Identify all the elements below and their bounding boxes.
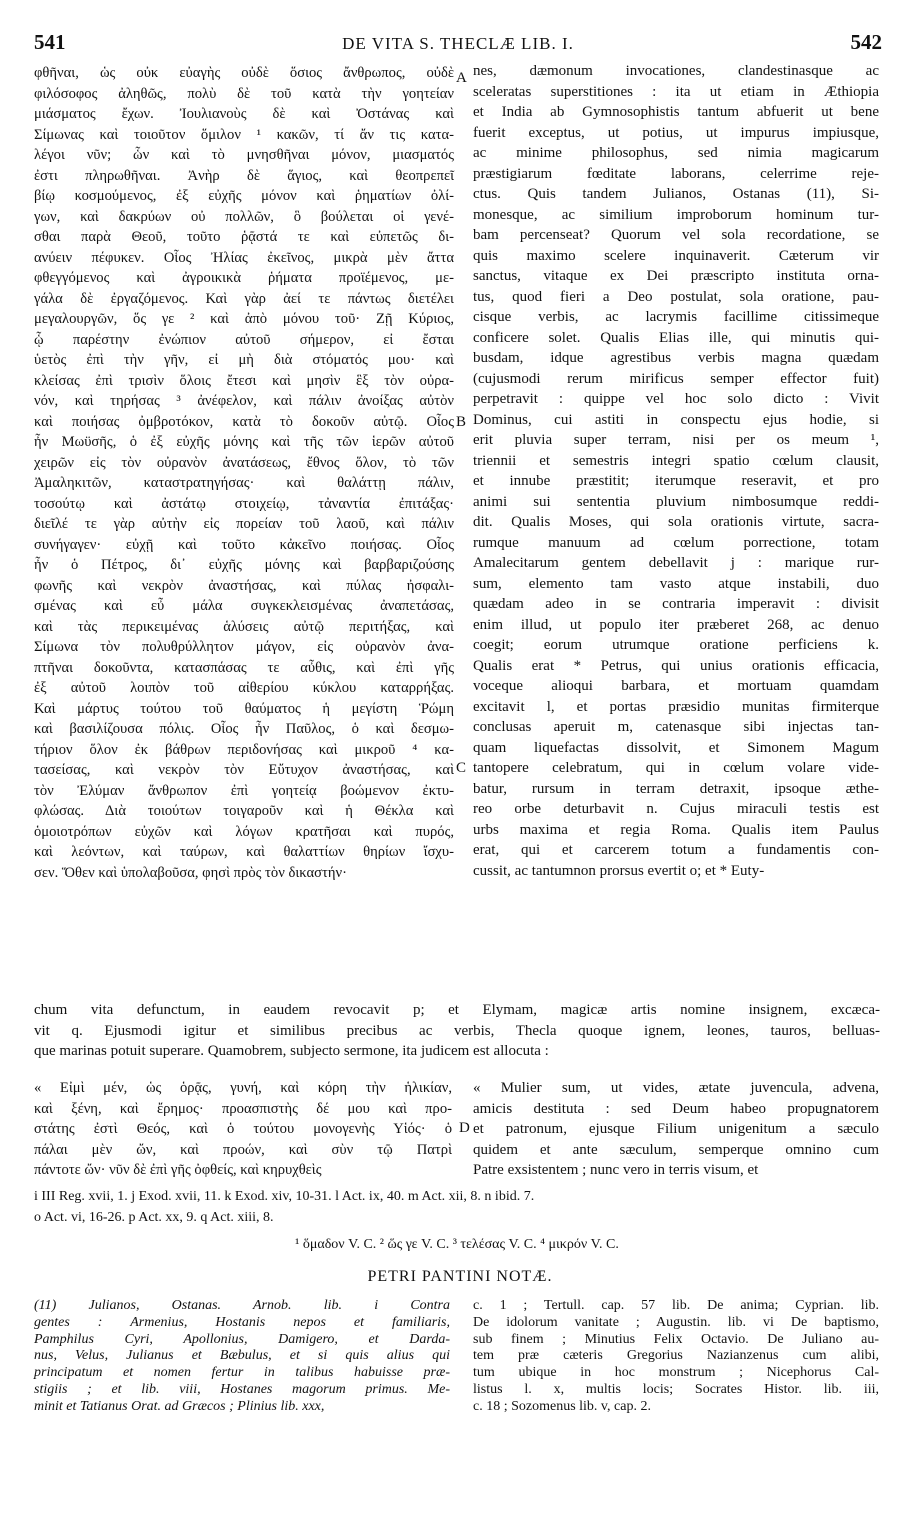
greek-text-line: νόν, καὶ τηρήσας ³ ἀνέφελον, καὶ πάλιν ἀνοίξας αὐτὸν xyxy=(34,393,454,409)
latin-text-line: quidem et ante sæculum, semperque omnino cum xyxy=(473,1141,879,1158)
greek-column-continued xyxy=(34,1078,452,1181)
note-line: Pamphilus Cyri, Apollonius, Damigero, et Darda- xyxy=(34,1331,450,1347)
greek-text-line: ᾧ παρέστην ἐνώπιον αὐτοῦ σήμερον, εἰ ἔσται xyxy=(34,331,454,348)
latin-text-line: erit pluvia super terram, nisi per os meum ¹, xyxy=(473,432,879,448)
greek-text-line: μεγαλουργῶν, ὅς γε ² καὶ ἀπὸ μόνου τοῦ· Ζῇ Κύριος, xyxy=(34,311,454,327)
greek-text-line: Σίμωνας καὶ τοιοῦτον ὅμιλον ¹ κακῶν, τί ἄν τις κατα- xyxy=(34,126,454,143)
latin-text-line: et innube præstitit; iterumque reseravit, et pro xyxy=(473,473,879,489)
latin-text-line: quis maximo scelere inquinaverit. Cæterum vir xyxy=(473,247,879,264)
margin-marker-d: D xyxy=(459,1120,470,1136)
note-line: minit et Tatianus Orat. ad Græcos ; Plinius lib. xxx, xyxy=(34,1398,325,1414)
latin-text-line: coegit; eorum utrumque oratione perficiens k. xyxy=(473,637,879,653)
running-title: DE VITA S. THECLÆ LIB. I. xyxy=(342,34,574,53)
latin-text-line: urbs maxima et regia Roma. Qualis item Paulus xyxy=(473,821,879,838)
greek-text-line: καὶ τὰς περικειμένας ἁλύσεις αὐτῷ περιτήξας, καὶ xyxy=(34,618,454,635)
notes-left-column xyxy=(34,1298,450,1416)
latin-text-line: quam liquefactas dissolvit, et Simonem Magum xyxy=(473,739,879,756)
latin-text-line: quædam adeo in se contraria imperavit : divisit xyxy=(473,596,879,612)
greek-text-line: ἐξ αὐτοῦ λοιπὸν τοῦ αἰθερίου κύκλου καταρρήξας. xyxy=(34,680,454,696)
notes-title: PETRI PANTINI NOTÆ. xyxy=(367,1268,553,1285)
greek-text-line: ἦν Μωϋσῆς, ὁ ἐξ εὐχῆς μόνης καὶ τῆς τῶν ἱερῶν αὐτοῦ xyxy=(34,434,454,450)
page-number-left: 541 xyxy=(34,30,66,54)
latin-text-line: triennii et semestris integri spatio cœlum clausit, xyxy=(473,452,879,469)
note-line: c. 18 ; Sozomenus lib. v, cap. 2. xyxy=(473,1398,651,1414)
latin-column xyxy=(473,61,879,881)
greek-text-line: τὸν Ἐλύμαν ἄνθρωπον ἐπὶ γοητείᾳ βοώμενον ἐκτυ- xyxy=(34,782,454,799)
latin-text-line: conficere solet. Qualis Elias ille, qui minutis qui- xyxy=(473,329,879,346)
greek-text-line: βίῳ κοσμούμενος, ἐξ εὐχῆς μόνον καὶ ῥηματίων ὀλί- xyxy=(34,188,454,204)
greek-text-line: συνήγαγεν· εὐχῇ καὶ τοῦτο κἀκεῖνο ποιήσας. Οἷος xyxy=(34,536,454,553)
latin-column-continued xyxy=(473,1078,879,1181)
latin-text-line: dit. Qualis Moses, qui sola orationis virtute, sacra- xyxy=(473,514,879,530)
greek-text-line: ανύειν πέφυκεν. Οἷος Ἠλίας ἐκεῖνος, μικρὰ μὲν ἄττα xyxy=(34,249,454,266)
greek-text-line: φωνῆς καὶ νεκρὸν ἀναστήσας, καὶ πύλας ἠσφαλι- xyxy=(34,577,454,594)
greek-text-line: πάλαι μὲν ὤν, καὶ προών, καὶ σὺν τῷ Πατρὶ xyxy=(34,1141,452,1158)
latin-text-line: amicis destituta : sed Deum habeo propugnatorem xyxy=(473,1100,879,1117)
latin-text-line: busdam, idque agrestibus verbis magna quædam xyxy=(473,350,879,366)
greek-text-line: τοσούτῳ καὶ ἀστάτῳ στοιχείῳ, τἀναντία ἐπιτάξας· xyxy=(34,495,454,512)
greek-text-line: φθῆναι, ὡς οὐκ εὐαγὴς οὐδὲ ὅσιος ἄνθρωπος, οὐδὲ xyxy=(34,65,454,81)
latin-text-line: sceleratas superstitiones : ita ut etiam in Æthiopia xyxy=(473,83,879,100)
latin-text-line: Amalecitarum gentem debellavit j : marique rur- xyxy=(473,555,879,571)
greek-text-line: φλώσας. Διὰ τοιούτων τοιγαροῦν καὶ ἡ Θέκλα καὶ xyxy=(34,803,454,819)
greek-text-line: γων, καὶ δακρύων οὐ πολλῶν, ὃ βούλεται οἱ γενέ- xyxy=(34,208,454,225)
latin-text-line: tus, quod fieri a Deo postulat, sola oratione, pau- xyxy=(473,288,879,305)
greek-text-line: ἐστι πληρωθῆναι. Ἀνὴρ δὲ ἅγιος, καὶ θεοπρεπεῖ xyxy=(34,167,454,184)
latin-text-line: bam percenseat? Quorum vel sola recordatione, se xyxy=(473,227,879,243)
latin-text-line: cussit, ac tantumnon prorsus evertit o; et * Euty- xyxy=(473,862,765,879)
greek-text-line: τασείσας, καὶ νεκρὸν τὸν Εὔτυχον ἀναστήσας, καὶ xyxy=(34,762,454,778)
text-line: vit q. Ejusmodi igitur et similibus precibus ac verbis, Thecla quoque ignem, leones, tauros, belluas- xyxy=(34,1022,880,1039)
greek-text-line: στάτης ἐστὶ Θεός, καὶ ὁ τούτου μονογενὴς Υἱός· ὁ xyxy=(34,1121,452,1137)
latin-text-line: sanctus, vitaque ex Dei præscripto instituta orna- xyxy=(473,268,879,284)
margin-marker-a: A xyxy=(456,70,467,86)
latin-text-line: et India ab Gymnosophistis tantum abfuerit ut bene xyxy=(473,104,879,120)
note-line: listus l. x, multis locis; Socrates Histor. lib. iii, xyxy=(473,1381,879,1397)
greek-text-line: σεν. Ὅθεν καὶ ὑπολαβοῦσα, φησὶ πρὸς τὸν δικαστήν· xyxy=(34,864,347,881)
greek-text-line: τήριον ὅλον ἐκ βάθρων περιδονήσας καὶ μικροῦ ⁴ κα- xyxy=(34,741,454,758)
page-header xyxy=(34,30,882,56)
greek-text-line: σμένας καὶ εὖ μάλα συγκεκλεισμένας ἀναπετάσας, xyxy=(34,598,454,614)
note-line: tem præ cæteris Gregorius Nazianzenus cum alibi, xyxy=(473,1348,879,1364)
full-width-text xyxy=(34,1000,880,1062)
greek-text-line: φιλόσοφος ἀληθῶς, πολὺ δὲ τοῦ κατὰ τὴν γοητείαν xyxy=(34,85,454,102)
greek-text-line: καὶ βασιλίζουσα πόλις. Οἷος ἦν Παῦλος, ὁ καὶ δεσμω- xyxy=(34,721,454,737)
latin-text-line: perpetravit : quippe vel hoc solo dicto : Vivit xyxy=(473,391,879,407)
greek-text-line: χειρῶν εἰς τὸν οὐρανὸν ἀνατάσεως, ἔθνος ὅλον, τὸ τῶν xyxy=(34,454,454,471)
latin-text-line: tantopere celebratum, qui in cœlum volare vide- xyxy=(473,760,879,776)
greek-text-line: ὑετὸς ἐπὶ τὴν γῆν, εἰ μὴ διὰ στόματός μου· καὶ xyxy=(34,352,454,368)
note-line: c. 1 ; Tertull. cap. 57 lib. De anima; Cyprian. lib. xyxy=(473,1298,879,1313)
note-line: De idolorum vanitate ; Augustin. lib. vi De baptismo, xyxy=(473,1314,879,1330)
note-line: stigiis ; et lib. viii, Hostanes magorum primus. Me- xyxy=(34,1381,450,1397)
greek-text-line: Σίμωνα τὸν πολυθρύλλητον μάγον, εἰς οὐρανὸν ἀνα- xyxy=(34,639,454,655)
latin-text-line: ctus. Quis tandem Julianos, Ostanas (11), Si- xyxy=(473,186,879,202)
note-line: (11) Julianos, Ostanas. Arnob. lib. i Contra xyxy=(34,1298,450,1313)
note-line: gentes : Armenius, Hostanis nepos et familiaris, xyxy=(34,1314,450,1330)
latin-text-line: reo orbe deturbavit n. Cujus miraculi testis est xyxy=(473,801,879,817)
scripture-references xyxy=(34,1186,880,1228)
latin-text-line: præstigiarum fœditate laborans, celerrime reje- xyxy=(473,165,879,182)
greek-text-line: λέγοι νῦν; ὧν καὶ τὸ μνησθῆναι μόνον, μιασματός xyxy=(34,147,454,163)
greek-text-line: πάντοτε ὤν· νῦν δὲ ἐπὶ γῆς ὀφθείς, καὶ κηρυχθεὶς xyxy=(34,1162,322,1178)
latin-text-line: ac minime philosophus, sed nimia magicarum xyxy=(473,145,879,161)
greek-text-line: μιάσματος ἔχων. Ἰουλιανοὺς δὲ καὶ Ὀστάνας καὶ xyxy=(34,106,454,122)
greek-text-line: φθεγγόμενος καὶ ἀγροικικὰ ῥήματα προϊέμενος, με- xyxy=(34,270,454,286)
margin-marker-b: B xyxy=(456,414,467,430)
greek-column xyxy=(34,63,454,883)
reference-line: i III Reg. xvii, 1. j Exod. xvii, 11. k Exod. xiv, 10-31. l Act. ix, 40. m Act. xii, 8. n ibid. 7. xyxy=(34,1189,535,1204)
notes-right-column xyxy=(473,1298,879,1416)
text-line: que marinas potuit superare. Quamobrem, subjecto sermone, ita judicem est allocuta : xyxy=(34,1043,549,1059)
note-line: principatum et nomen fertur in talibus habuisse præ- xyxy=(34,1365,450,1381)
page-number-right: 542 xyxy=(850,30,882,54)
note-line: tum ubique in hoc monstrum ; Nicephorus Cal- xyxy=(473,1365,879,1381)
latin-text-line: rumque manuum ad cœlum porrectione, totam xyxy=(473,534,879,551)
latin-text-line: nes, dæmonum invocationes, clandestinasque ac xyxy=(473,63,879,79)
latin-text-line: conclusas aperuit m, catenasque sibi injectas tan- xyxy=(473,719,879,735)
latin-text-line: sum, elemento tam vasto atque instabili, duo xyxy=(473,575,879,592)
greek-text-line: Ἀμαληκιτῶν, καταστρατηγήσας· καὶ θαλάττῃ πάλιν, xyxy=(34,475,454,491)
latin-text-line: cisque verbis, ac lacrymis facillime citissimeque xyxy=(473,309,879,325)
greek-text-line: πτῆναι δοκοῦντα, κατασπάσας τε αὖθις, καὶ ἐπὶ γῆς xyxy=(34,659,454,676)
variant-readings: ¹ ὅμαδον V. C. ² ὥς γε V. C. ³ τελέσας V. C. ⁴ μικρόν V. C. xyxy=(295,1237,619,1252)
latin-text-line: « Mulier sum, ut vides, ætate juvencula, advena, xyxy=(473,1080,879,1096)
latin-text-line: Qualis erat * Petrus, qui unius orationis efficacia, xyxy=(473,657,879,674)
reference-line: o Act. vi, 16-26. p Act. xx, 9. q Act. xiii, 8. xyxy=(34,1210,274,1225)
note-line: nus, Velus, Julianus et Bæbulus, et si quis alius qui xyxy=(34,1348,450,1364)
latin-text-line: (cujusmodi rerum mirificus semper effector fuit) xyxy=(473,370,879,387)
note-line: sub finem ; Minutius Felix Octavio. De Juliano au- xyxy=(473,1331,879,1347)
greek-text-line: γάλα δὲ ἐργαζόμενος. Καὶ γὰρ ἀεί τε πάντως διετέλει xyxy=(34,290,454,307)
margin-marker-c: C xyxy=(456,760,467,776)
latin-text-line: Patre exsistentem ; nunc vero in terris visum, et xyxy=(473,1162,759,1178)
latin-text-line: Dominus, cui astiti in conspectu ejus hodie, si xyxy=(473,411,879,428)
latin-text-line: et patronum, ejusque Filium unigenitum a sæculo xyxy=(473,1121,879,1137)
latin-text-line: animi sui sententia pluvium nimbosumque reddi- xyxy=(473,493,879,510)
greek-text-line: καὶ ξένη, καὶ ἔρημος· προασπιστὴς δέ μου καὶ προ- xyxy=(34,1100,452,1117)
greek-text-line: καὶ λεόντων, καὶ ταύρων, καὶ θαλαττίων θηρίων ἴσχυ- xyxy=(34,844,454,860)
latin-text-line: fuerit exceptus, ut potius, ut impurus impiusque, xyxy=(473,124,879,141)
greek-text-line: Καὶ μάρτυς τούτου τοῦ θαύματος ἡ μεγίστη Ῥώμη xyxy=(34,700,454,717)
latin-text-line: monesque, ac similium improborum hominum tur- xyxy=(473,206,879,223)
greek-text-line: ὁμοιοτρόπων εὐχῶν καὶ λόγων κρατῆσαι καὶ πυρός, xyxy=(34,823,454,840)
latin-text-line: voceque alioqui barbara, et mortuam quamdam xyxy=(473,678,879,694)
greek-text-line: κλείσας ἐπὶ τρισὶν ὅλοις ἔτεσι καὶ μησὶν ἓξ τὸν οὐρα- xyxy=(34,372,454,389)
greek-text-line: σθαι παρὰ Θεοῦ, τοῦτο ῥᾷστά τε καὶ εὐπετῶς δι- xyxy=(34,229,454,245)
latin-text-line: enim illud, ut populo iter præberet 268, ac denuo xyxy=(473,616,879,633)
latin-text-line: erat, qui et carcerem totum a fundamentis con- xyxy=(473,842,879,858)
greek-text-line: « Εἰμὶ μέν, ὡς ὁρᾷς, γυνή, καὶ κόρη τὴν ἡλικίαν, xyxy=(34,1080,452,1096)
greek-text-line: ἦν ὁ Πέτρος, δι᾽ εὐχῆς μόνης καὶ βαρβαριζούσης xyxy=(34,557,454,573)
latin-text-line: batur, rursum in terram detraxit, ipsoque æthe- xyxy=(473,780,879,797)
greek-text-line: διεῖλέ τε γὰρ αὐτὴν εἰς πορείαν τοῦ λαοῦ, καὶ πάλιν xyxy=(34,516,454,532)
greek-text-line: καὶ ποιήσας ὀμβροτόκον, κατὰ τὸ δοκοῦν αὐτῷ. Οἷος xyxy=(34,413,454,430)
latin-text-line: excitavit l, et portas præsidio munitas firmiterque xyxy=(473,698,879,715)
text-line: chum vita defunctum, in eaudem revocavit p; et Elymam, magicæ artis nomine insignem, excæca- xyxy=(34,1002,880,1018)
